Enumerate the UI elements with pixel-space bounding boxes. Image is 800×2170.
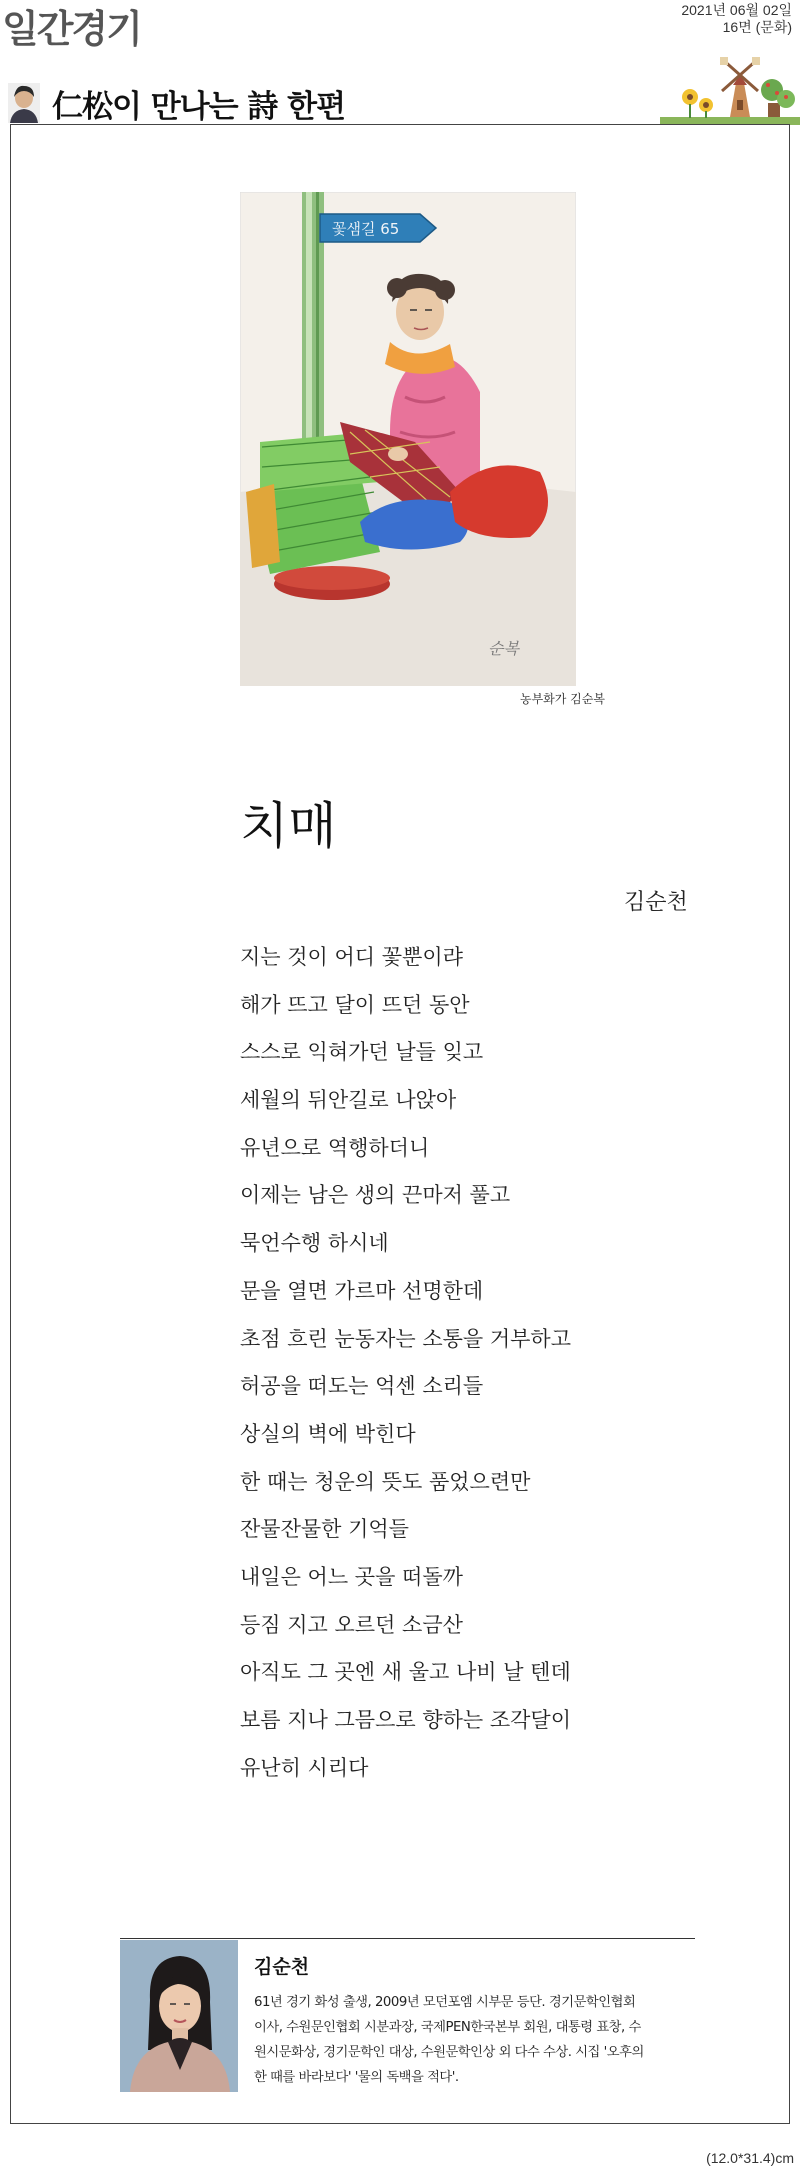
series-header: [0, 55, 800, 125]
street-sign-text: 꽃샘길 65: [332, 220, 400, 238]
poem-line: 등짐 지고 오르던 소금산: [240, 1612, 463, 1637]
bio-divider: [120, 1938, 695, 1939]
bio-line: 원시문화상, 경기문학인 대상, 수원문학인상 외 다수 수상. 시집 '오후의: [254, 2045, 644, 2060]
columnist-portrait-icon: [8, 83, 40, 123]
poem-line: 스스로 익혀가던 날들 잊고: [240, 1040, 484, 1065]
windmill-garden-icon: [660, 55, 800, 125]
poem-title: 치매: [240, 797, 337, 855]
issue-date: 2021년 06월 02일: [681, 2, 792, 18]
bio-line: 한 때를 바라보다' '물의 독백을 적다'.: [254, 2070, 459, 2085]
painting-illustration: [240, 192, 576, 686]
page-section: 16면 (문화): [722, 19, 792, 35]
poem-line: 한 때는 청운의 뜻도 품었으련만: [240, 1469, 531, 1494]
author-photo: [120, 1940, 238, 2092]
series-title: 仁松이 만나는 詩 한편: [52, 89, 346, 125]
poem-line: 아직도 그 곳엔 새 울고 나비 날 텐데: [240, 1660, 571, 1685]
poem-body: [240, 940, 571, 1798]
poem-line: 이제는 남은 생의 끈마저 풀고: [240, 1183, 511, 1208]
poem-line: 해가 뜨고 달이 뜨던 동안: [240, 992, 470, 1017]
poem-line: 허공을 떠도는 억센 소리들: [240, 1374, 484, 1399]
masthead: [0, 0, 800, 50]
illustration-credit: 농부화가 김순복: [520, 692, 605, 706]
issue-info: [681, 2, 792, 36]
poem-line: 잔물잔물한 기억들: [240, 1517, 409, 1542]
poem-line: 유난히 시리다: [240, 1755, 369, 1780]
bio-line: 이사, 수원문인협회 시분과장, 국제PEN한국본부 회원, 대통령 표창, 수: [254, 2020, 641, 2035]
bio-author-name: 김순천: [254, 1956, 310, 1978]
poem-line: 지는 것이 어디 꽃뿐이랴: [240, 945, 463, 969]
bio-text: [254, 1990, 699, 2090]
poem-line: 내일은 어느 곳을 떠돌까: [240, 1564, 463, 1589]
bio-line: 61년 경기 화성 출생, 2009년 모던포엠 시부문 등단. 경기문학인협회: [254, 1995, 636, 2010]
poem-line: 초점 흐린 눈동자는 소통을 거부하고: [240, 1326, 571, 1351]
poem-line: 세월의 뒤안길로 나앉아: [240, 1088, 457, 1113]
newspaper-logo: 일간경기: [2, 7, 141, 51]
poem-line: 보름 지나 그믐으로 향하는 조각달이: [240, 1708, 571, 1732]
poem-line: 묵언수행 하시네: [240, 1231, 389, 1256]
poem-author: 김순천: [624, 890, 688, 915]
article-size: (12.0*31.4)cm: [706, 2150, 794, 2166]
poem-line: 유년으로 역행하더니: [240, 1135, 430, 1160]
artist-signature: 순복: [488, 639, 519, 658]
poem-line: 상실의 벽에 박힌다: [240, 1421, 416, 1446]
poem-line: 문을 열면 가르마 선명한데: [240, 1278, 484, 1303]
